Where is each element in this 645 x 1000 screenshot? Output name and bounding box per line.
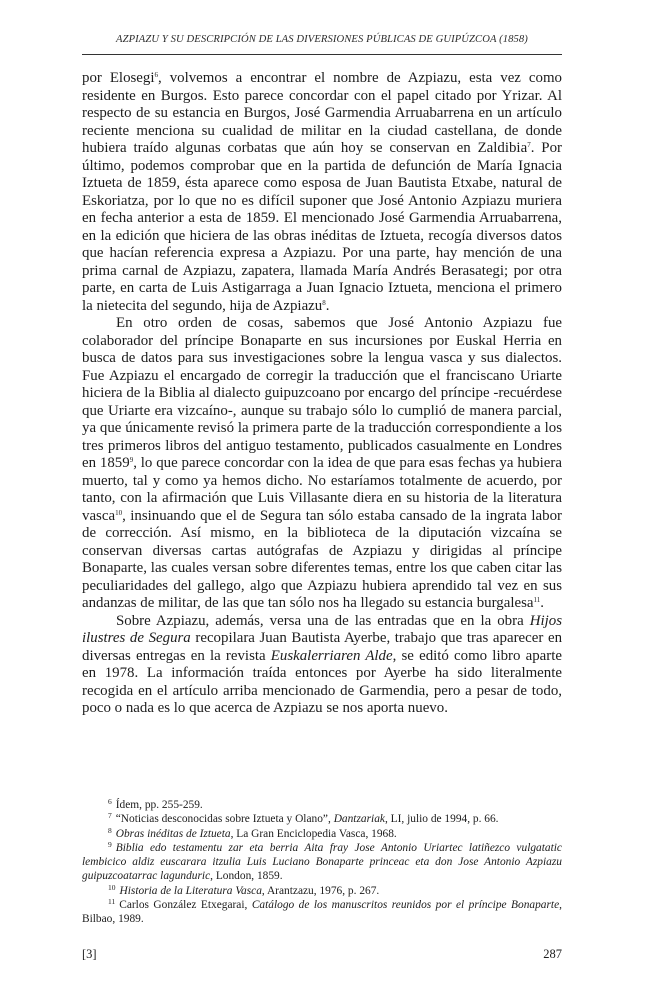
journal-title: Euskalerriaren Alde (270, 647, 393, 664)
footnote (82, 841, 562, 884)
text-run: recopilara Juan Bautista Ayerbe, trabajo que tras aparecer en diversas entregas en la revista (82, 630, 563, 664)
footnotes (82, 798, 562, 927)
footnote-ref-8[interactable]: 8 (322, 298, 326, 307)
footnote-title: Catálogo de los manuscritos reunidos por el príncipe Bonaparte (251, 899, 560, 912)
footnote-ref-10[interactable]: 10 (115, 508, 123, 517)
footnote-text: , London, 1859. (210, 870, 283, 883)
paragraph-1 (82, 70, 562, 315)
footnote-title: Historia de la Literatura Vasca (119, 884, 262, 897)
footnote-text: , Arantzazu, 1976, p. 267. (261, 884, 380, 897)
footnote-title: Dantzariak (333, 813, 385, 826)
text-run: Sobre Azpiazu, además, versa una de las entradas que en la obra (116, 612, 530, 629)
footnote-ref-6[interactable]: 6 (154, 71, 158, 79)
footnote-ref-9[interactable]: 9 (129, 456, 134, 464)
footnote-number: 11 (108, 897, 116, 907)
footnote (82, 898, 562, 927)
footnote-ref-11[interactable]: 11 (533, 596, 541, 604)
paragraph-2 (82, 315, 562, 613)
text-run: , se editó como libro aparte en 1978. La información traída entonces por Ayerbe ha sido literalmente recogida en el artículo arriba mencionado de Garmendia, pero a pesar de todo, poco o nada es lo que acerca de Azpiazu se nos aporta nuevo. (82, 647, 562, 716)
footnote-text: “Noticias desconocidas sobre Iztueta y Olano”, (115, 813, 334, 826)
footnote-text: , Bilbao, 1989. (82, 899, 562, 926)
footnote (82, 884, 562, 898)
footnote-number: 9 (108, 839, 112, 849)
book-title: Hijos ilustres de Segura (82, 612, 562, 646)
footnote-title: Obras inéditas de Iztueta (115, 827, 231, 840)
text-run: . (540, 595, 544, 611)
paragraph-3 (82, 613, 562, 718)
text-run: En otro orden de cosas, sabemos que José Antonio Azpiazu fue colaborador del príncipe Bonaparte en sus incursiones por Euskal Herria en busca de datos para sus investigaciones sobre la lengua vasca y sus dialectos. Fue Azpiazu el encargado de corregir la traducción que el franciscano Uriarte hiciera de la Biblia al dialecto guipuzcoano por encargo del príncipe -recuérdese que Uriarte era vizcaíno-, aunque su trabajo sólo lo cumplió de manera parcial, ya que únicamente revisó la primera parte de la traducción correspondiente a los tres primeros libros del antiguo testamento, publicados casualmente en Londres en 1859 (82, 315, 562, 471)
footnote-text: Ídem, pp. 255-259. (115, 799, 203, 811)
footnote-number: 8 (108, 825, 112, 835)
text-run: , volvemos a encontrar el nombre de Azpiazu, esta vez como residente en Burgos. Esto parece concordar con el papel citado por Yrizar. Al respecto de su estancia en Burgos, José Garmendia Arruabarrena en un artículo reciente menciona su cualidad de militar en la ciudad castellana, de donde hubiera traído algunas corbatas que aún hoy se conservan en Zaldibia (82, 70, 562, 156)
text-run: . Por último, podemos comprobar que en la partida de defunción de María Ignacia Iztueta de 1859, ésta aparece como esposa de Juan Bautista Etxabe, natural de Eskoriatza, por lo que no es difícil suponer que José Antonio Azpiazu muriera en fecha anterior a esta de 1859. El mencionado José Garmendia Arruabarrena, en la edición que hiciera de las obras inéditas de Iztueta, recogía diversos datos que hacían referencia expresa a Azpiazu. Por una parte, hay mención de una prima carnal de Azpiazu, zapatera, llamada María Andrés Berasategi; por otra parte, en carta de Luis Astigarraga a Juan Ignacio Iztueta, menciona el primero la nietecita del segundo, hija de Azpiazu (82, 140, 562, 314)
running-head: AZPIAZU Y SU DESCRIPCIÓN DE LAS DIVERSIONES PÚBLICAS DE GUIPÚZCOA (1858) (116, 34, 528, 45)
footnote (82, 798, 562, 812)
footnote-text: , La Gran Enciclopedia Vasca, 1968. (230, 827, 397, 840)
footnote-number: 6 (108, 797, 112, 806)
text-run: , insinuando que el de Segura tan sólo estaba cansado de la ingrata labor de corrección. Así mismo, en la biblioteca de la diputación vizcaína se conservan diversas cartas autógrafas de Azpiazu y dirigidas al príncipe Bonaparte, las cuales versan sobre diferentes temas, entre los que caben citar las peculiaridades del gallego, algo que Azpiazu hubiera aprendido tal vez en sus andanzas de militar, de las que tan sólo nos ha llegado su estancia burgalesa (82, 507, 562, 611)
footnote-ref-7[interactable]: 7 (527, 141, 531, 149)
footnote (82, 812, 562, 826)
footnote-text: , LI, julio de 1994, p. 66. (384, 813, 499, 826)
text-run: . (325, 297, 330, 314)
footnote-title: Biblia edo testamentu zar eta berria Aita fray Jose Antonio Uriartec latiñezco vulgatatic lembicico aldiz euscarara itzulia Luis Luciano Bonaparte princeac eta don Jose Antonio Azpiazu guipuzcoatarrac lagunduric (82, 841, 562, 883)
text-run: , lo que parece concordar con la idea de que para esas fechas ya hubiera muerto, tal y como ya hemos dicho. No estaríamos totalmente de acuerdo, por tanto, con la afirmación que Luis Villasante diera en su historia de la literatura vasca (82, 455, 562, 524)
footnote-text: Carlos González Etxegarai, (119, 899, 252, 912)
footnote (82, 827, 562, 841)
header-rule (82, 54, 562, 55)
text-run: por Elosegi (82, 70, 155, 86)
footnote-number: 10 (108, 882, 116, 892)
footnote-number: 7 (108, 811, 112, 821)
folio-left: [3] (82, 947, 97, 961)
body-text (82, 70, 562, 718)
page-number: 287 (543, 947, 562, 961)
